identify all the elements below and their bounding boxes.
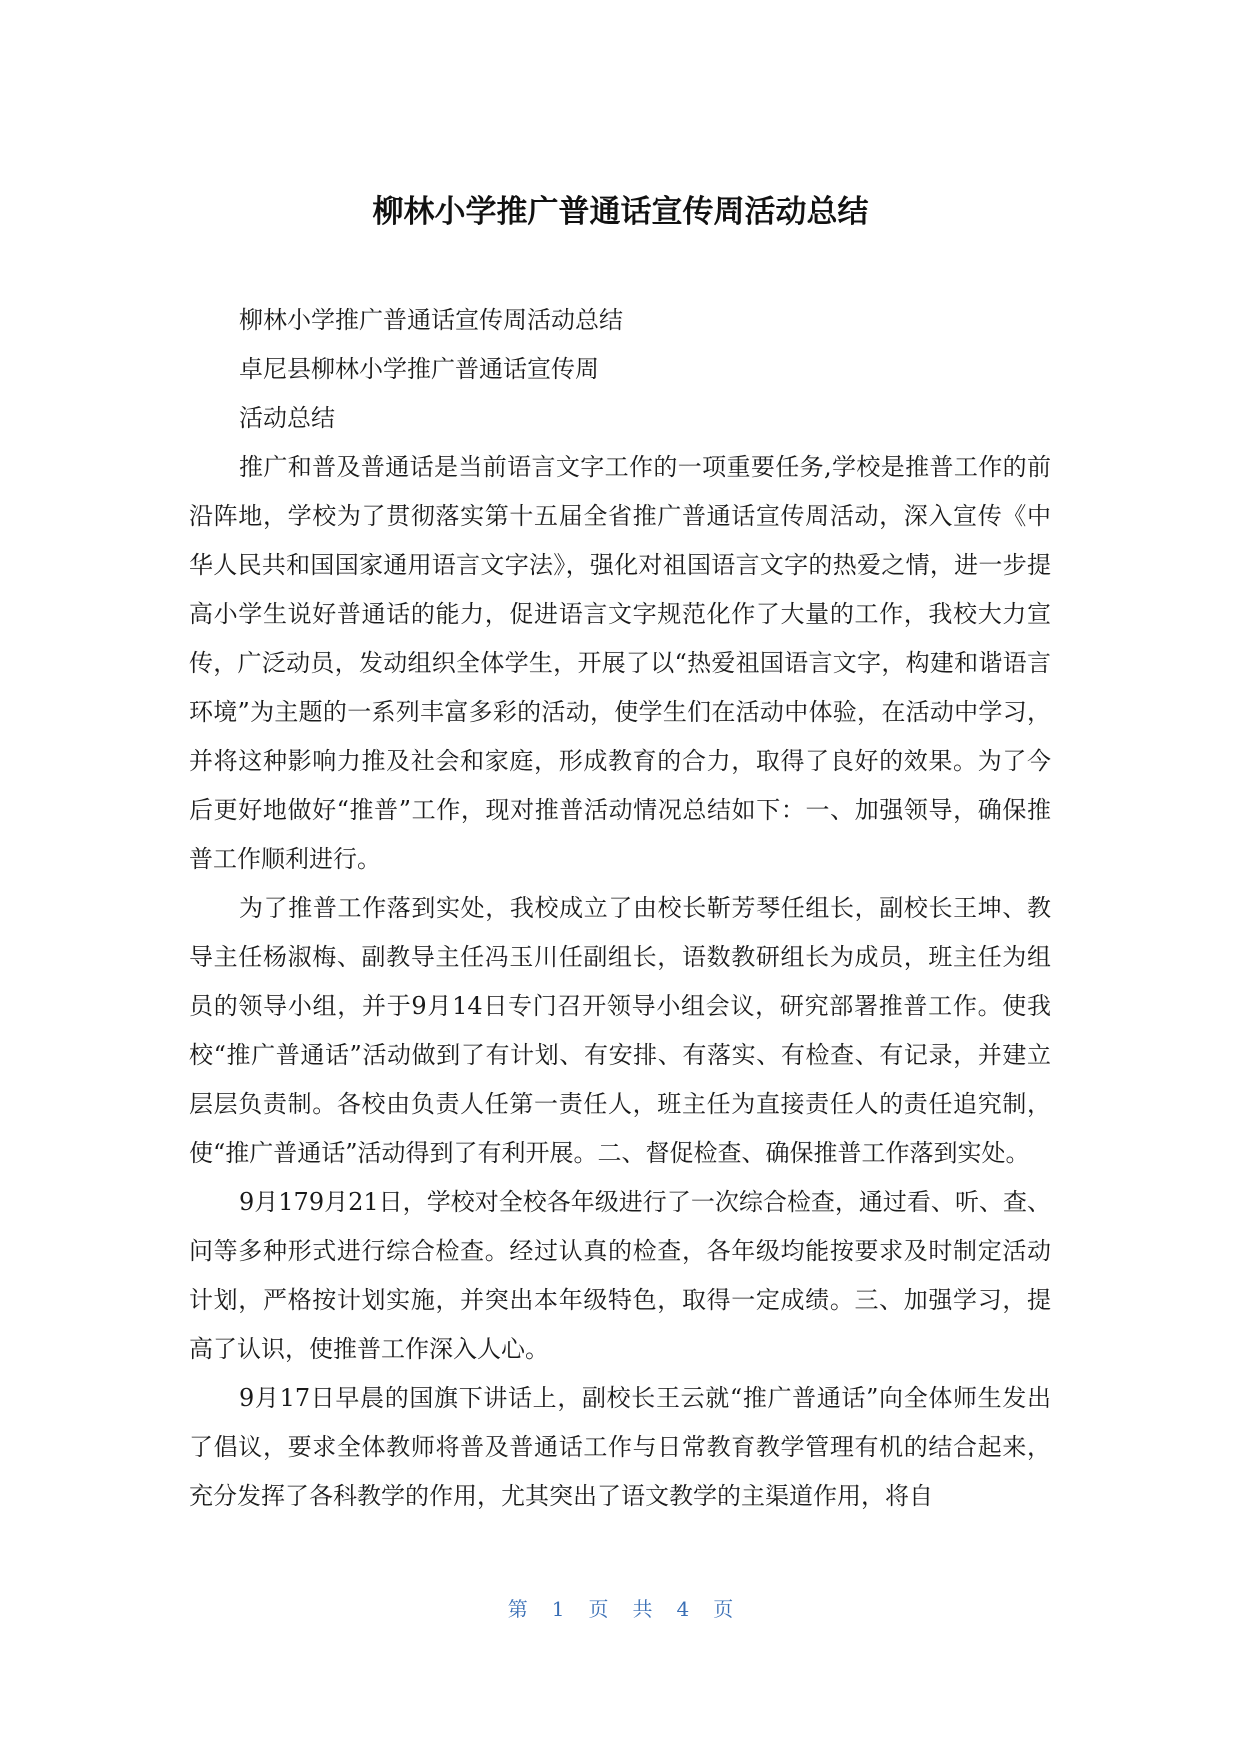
paragraph-subtitle: 柳林小学推广普通话宣传周活动总结 [239, 306, 623, 334]
footer-label-di: 第 [507, 1597, 528, 1621]
paragraph-school-week: 卓尼县柳林小学推广普通话宣传周 [239, 355, 599, 383]
footer-current-page: 1 [551, 1597, 565, 1621]
footer-total-pages: 4 [676, 1597, 690, 1621]
paragraph-leadership: 为了推普工作落到实处，我校成立了由校长靳芳琴任组长，副校长王坤、教导主任杨淑梅、副教导主任冯玉川任副组长，语数教研组长为成员，班主任为组员的领导小组，并于9月14日专门召开领导小组会议，研究部署推普工作。使我校“推广普通话”活动做到了有计划、有安排、有落实、有检查、有记录，并建立层层负责制。各校由负责人任第一责任人，班主任为直接责任人的责任追究制，使“推广普通话”活动得到了有利开展。二、督促检查、确保推普工作落到实处。 [189, 894, 1051, 1167]
paragraph-summary-label: 活动总结 [239, 404, 335, 432]
page-footer [0, 1594, 1241, 1624]
paragraph-inspection: 9月179月21日，学校对全校各年级进行了一次综合检查，通过看、听、查、问等多种形式进行综合检查。经过认真的检查，各年级均能按要求及时制定活动计划，严格按计划实施，并突出本年级特色，取得一定成绩。三、加强学习，提高了认识，使推普工作深入人心。 [189, 1188, 1051, 1363]
paragraph-flag-speech: 9月17日早晨的国旗下讲话上，副校长王云就“推广普通话”向全体师生发出了倡议，要求全体教师将普及普通话工作与日常教育教学管理有机的结合起来，充分发挥了各科教学的作用，尤其突出了语文教学的主渠道作用，将自 [189, 1384, 1051, 1510]
footer-label-ye-end: 页 [713, 1597, 734, 1621]
footer-label-gong: 共 [632, 1597, 653, 1621]
document-title: 柳林小学推广普通话宣传周活动总结 [372, 194, 869, 230]
document-body [189, 296, 1051, 1521]
paragraph-intro: 推广和普及普通话是当前语言文字工作的一项重要任务,学校是推普工作的前沿阵地，学校为了贯彻落实第十五届全省推广普通话宣传周活动，深入宣传《中华人民共和国国家通用语言文字法》，强化对祖国语言文字的热爱之情，进一步提高小学生说好普通话的能力，促进语言文字规范化作了大量的工作，我校大力宣传，广泛动员，发动组织全体学生，开展了以“热爱祖国语言文字，构建和谐语言环境”为主题的一系列丰富多彩的活动，使学生们在活动中体验，在活动中学习，并将这种影响力推及社会和家庭，形成教育的合力，取得了良好的效果。为了今后更好地做好“推普”工作，现对推普活动情况总结如下：一、加强领导，确保推普工作顺利进行。 [189, 453, 1051, 873]
footer-label-ye: 页 [588, 1597, 609, 1621]
